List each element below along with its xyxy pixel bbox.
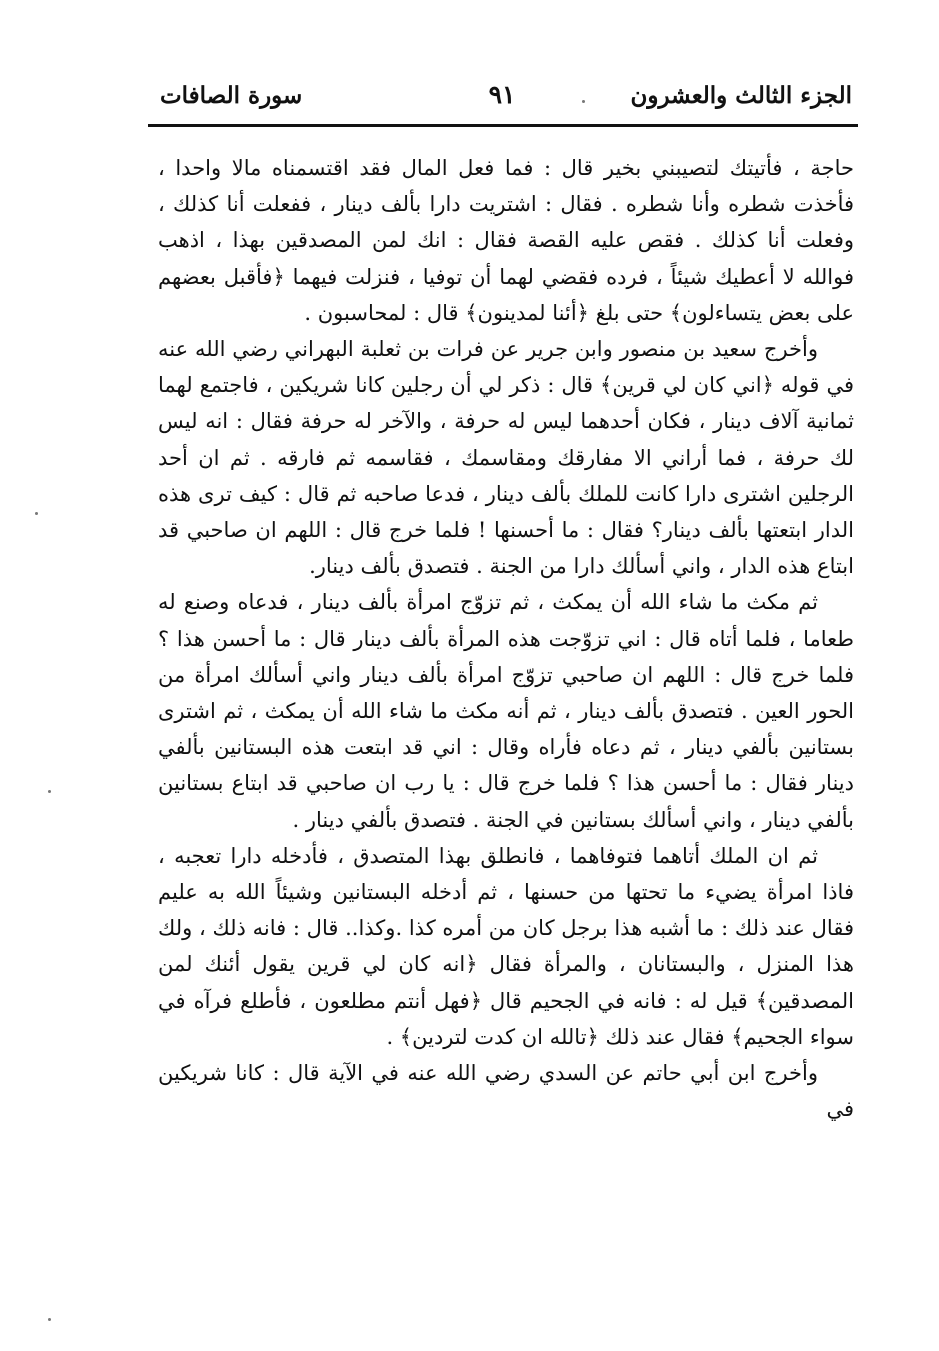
part-title: الجزء الثالث والعشرون	[630, 82, 852, 109]
scan-speck	[48, 790, 51, 793]
paragraph: ثم مكث ما شاء الله أن يمكث ، ثم تزوّج امرأة بألف دينار ، فدعاه وصنع له طعاما ، فلما أتاه قال : اني تزوّجت هذه المرأة بألف دينار قال : ما أحسن هذا ؟ فلما خرج قال : اللهم ان صاحبي تزوّج امرأة بألف دينار واني أسألك امرأة من الحور العين . فتصدق بألف دينار ، ثم أنه مكث ما شاء الله أن يمكث ، ثم اشترى بستانين بألفي دينار ، ثم دعاه فأراه وقال : اني قد ابتعت هذه البستانين بألفي دينار فقال : ما أحسن هذا ؟ فلما خرج قال : يا رب ان صاحبي قد ابتاع بستانين بألفي دينار ، واني أسألك بستانين في الجنة . فتصدق بألفي دينار .	[158, 590, 854, 832]
scan-speck	[48, 1318, 51, 1321]
page-body	[158, 150, 854, 1127]
paragraph: وأخرج ابن أبي حاتم عن السدي رضي الله عنه في الآية قال : كانا شريكين في	[158, 1061, 854, 1122]
paragraph: وأخرج سعيد بن منصور وابن جرير عن فرات بن ثعلبة البهراني رضي الله عنه في قوله ﴿اني كان لي قرين﴾ قال : ذكر لي أن رجلين كانا شريكين ، فاجتمع لهما ثمانية آلاف دينار ، فكان أحدهما ليس له حرفة ، والآخر له حرفة فقال : انه ليس لك حرفة ، فما أراني الا مفارقك ومقاسمك ، فقاسمه ثم فارقه . ثم ان أحد الرجلين اشترى دارا كانت للملك بألف دينار ، فدعا صاحبه ثم قال : كيف ترى هذه الدار ابتعتها بألف دينار؟ فقال : ما أحسنها ! فلما خرج قال : اللهم ان صاحبي قد ابتاع هذه الدار ، واني أسألك دارا من الجنة . فتصدق بألف دينار.	[158, 337, 854, 579]
scan-speck	[582, 100, 585, 103]
page-header	[152, 82, 852, 122]
surah-title: سورة الصافات	[160, 82, 303, 109]
paragraph: ثم ان الملك أتاهما فتوفاهما ، فانطلق بهذا المتصدق ، فأدخله دارا تعجبه ، فاذا امرأة يضيء ما تحتها من حسنها ، ثم أدخله البستانين وشيئاً الله به عليم فقال عند ذلك : ما أشبه هذا برجل كان من أمره كذا .وكذا.. قال : فانه ذلك ، ولك هذا المنزل ، والبستانان ، والمرأة فقال ﴿انه كان لي قرين يقول أئنك لمن المصدقين﴾ قيل له : فانه في الجحيم قال ﴿فهل أنتم مطلعون ، فأطلع فرآه في سواء الجحيم﴾ فقال عند ذلك ﴿تالله ان كدت لتردين﴾ .	[158, 843, 854, 1049]
header-rule	[148, 124, 858, 127]
page-number: ٩١	[488, 80, 516, 109]
paragraph: حاجة ، فأتيتك لتصيبني بخير قال : فما فعل المال فقد اقتسمناه مالا واحدا ، فأخذت شطره وأنا شطره . فقال : اشتريت دارا بألف دينار ، ففعلت أنا كذلك ، وفعلت أنا كذلك . فقص عليه القصة فقال : انك لمن المصدقين بهذا ، اذهب فوالله لا أعطيك شيئاً ، فرده فقضي لهما أن توفيا ، فنزلت فيهما ﴿فأقبل بعضهم على بعض يتساءلون﴾ حتى بلغ ﴿أئنا لمدينون﴾ قال : لمحاسبون .	[158, 156, 854, 325]
scan-speck	[35, 512, 38, 515]
